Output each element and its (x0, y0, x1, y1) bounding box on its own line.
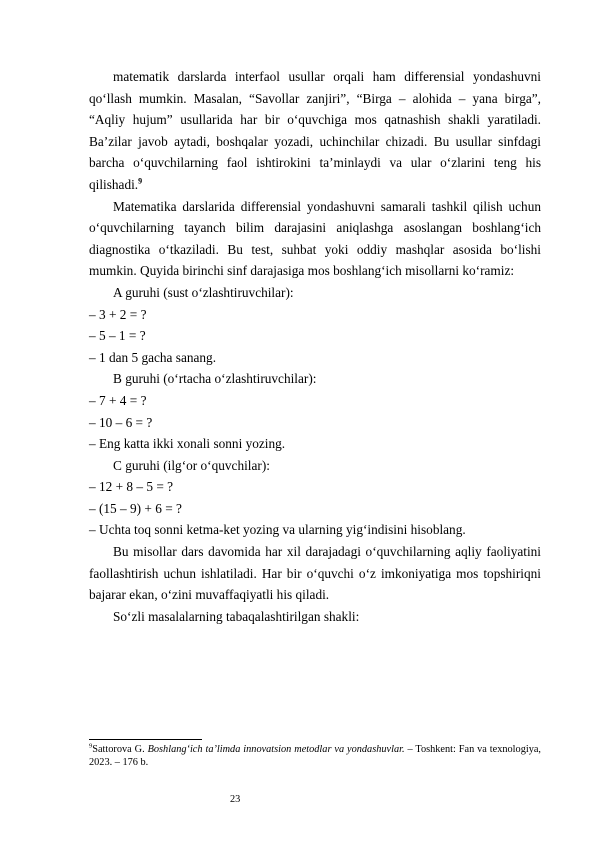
group-c-item: – Uchta toq sonni ketma-ket yozing va ularning yig‘indisini hisoblang. (89, 522, 466, 538)
group-b-item: – 10 – 6 = ? (89, 414, 153, 430)
group-a-item: – 1 dan 5 gacha sanang. (89, 349, 217, 365)
paragraph-1 (89, 66, 541, 196)
group-b-item: – 7 + 4 = ? (89, 392, 147, 408)
group-a-title: A guruhi (sust o‘zlashtiruvchilar): (113, 284, 294, 300)
footnote (89, 743, 541, 769)
group-c-title: C guruhi (ilg‘or o‘quvchilar): (113, 457, 270, 473)
group-c-item: – 12 + 8 – 5 = ? (89, 479, 174, 495)
group-b-item: – Eng katta ikki xonali sonni yozing. (89, 436, 286, 452)
body-text (89, 66, 541, 627)
footnote-publisher: – Toshkent: Fan va texnologiya, 2023. – 176 b. (89, 744, 541, 768)
group-b-title: B guruhi (o‘rtacha o‘zlashtiruvchilar): (113, 371, 317, 387)
paragraph-2: Matematika darslarida differensial yondashuvni samarali tashkil qilish uchun o‘quvchilarning tayanch bilim darajasini aniqlashga asoslangan boshlang‘ich diagnostika o‘tkaziladi. Bu test, suhbat yoki oddiy mashqlar asosida bo‘lishi mumkin. Quyida birinchi sinf darajasiga mos boshlang‘ich misollarni ko‘ramiz: (89, 198, 541, 279)
group-a-item: – 3 + 2 = ? (89, 306, 147, 322)
footnote-ref[interactable]: 9 (138, 176, 143, 186)
footnote-title: Boshlang‘ich ta’limda innovatsion metodlar va yondashuvlar. (147, 744, 405, 755)
footnote-divider (89, 739, 202, 740)
paragraph-1-text: matematik darslarda interfaol usullar orqali ham differensial yondashuvni qo‘llash mumkin. Masalan, “Savollar zanjiri”, “Birga – alohida – yana birga”, “Aqliy hujum” usullarida har bir o‘quvchiga mos qatnashish shakli yaratiladi. Ba’zilar javob aytadi, boshqalar yozadi, uchinchilar chizadi. Bu usullar sinfdagi barcha o‘quvchilarning faol ishtirokini ta’minlaydi va ular o‘zlarini teng his qilishadi. (89, 69, 541, 192)
paragraph-3: Bu misollar dars davomida har xil darajadagi o‘quvchilarning aqliy faoliyatini faollashtirish uchun ishlatiladi. Har bir o‘quvchi o‘z imkoniyatiga mos topshiriqni bajarar ekan, o‘zini muvaffaqiyatli his qiladi. (89, 544, 541, 603)
page-number: 23 (230, 794, 241, 805)
group-c-item: – (15 – 9) + 6 = ? (89, 500, 182, 516)
footnote-number: 9 (89, 742, 93, 750)
paragraph-4: So‘zli masalalarning tabaqalashtirilgan shakli: (113, 608, 360, 624)
footnote-author: Sattorova G. (92, 744, 145, 755)
group-a-item: – 5 – 1 = ? (89, 328, 146, 344)
